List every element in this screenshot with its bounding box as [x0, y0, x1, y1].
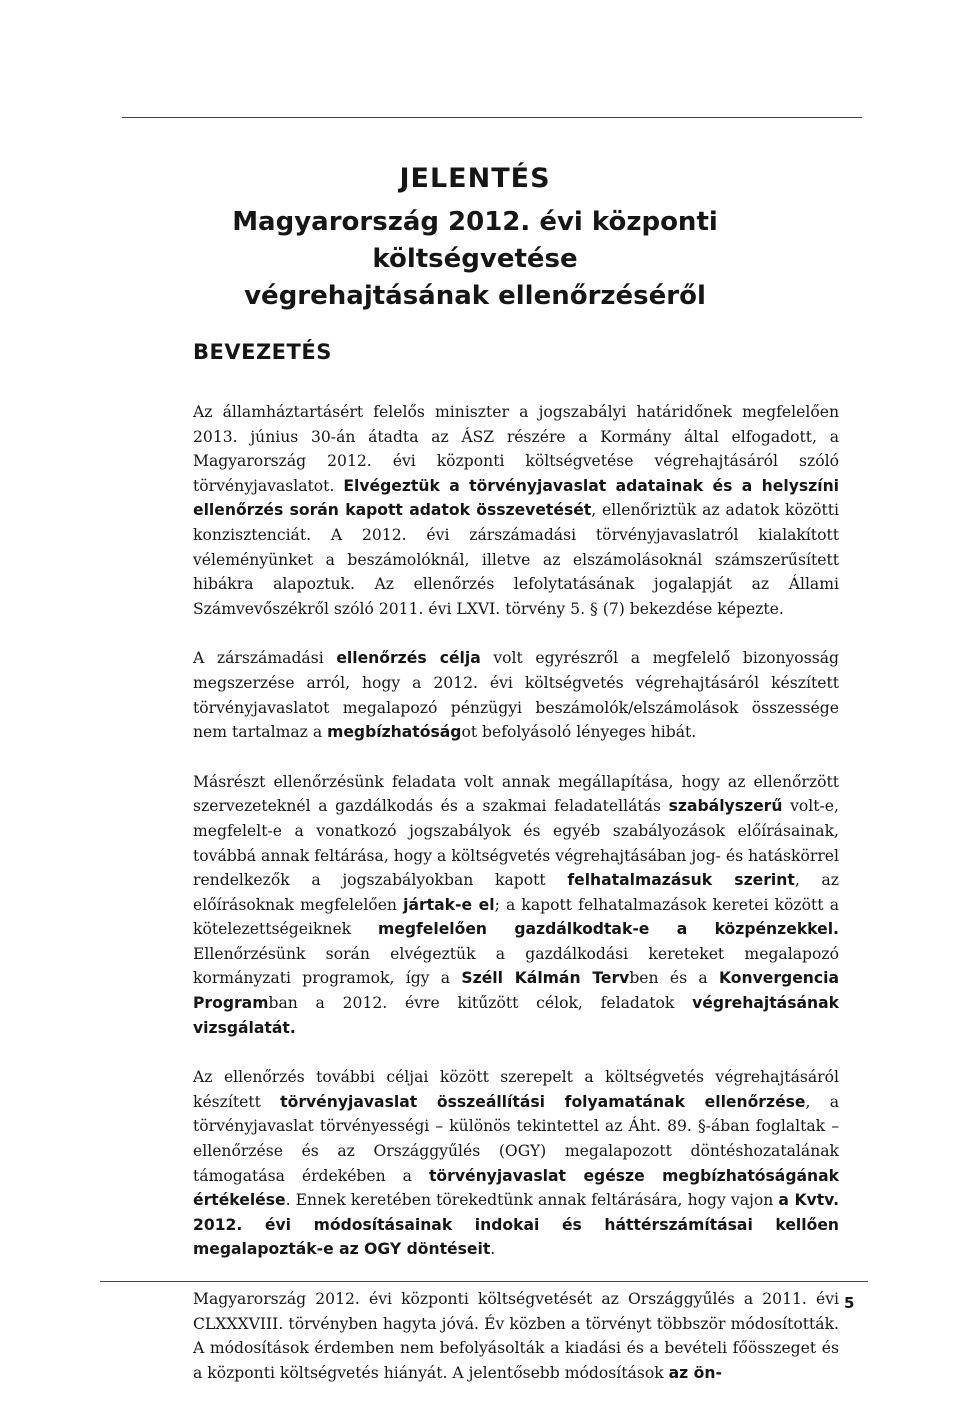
body-text-run: A zárszámadási	[193, 649, 337, 668]
paragraph-2	[193, 646, 839, 744]
emphasis-text: a Kvtv. 2012. évi módosításainak indokai és háttérszámításai kellően megalapozták-e az OGY döntéseit	[193, 1191, 839, 1259]
emphasis-text: szabályszerű	[668, 797, 783, 816]
emphasis-text: törvényjavaslat összeállítási folyamatának ellenőrzése	[280, 1092, 806, 1111]
body-text-run: , a törvényjavaslat törvényességi – különös tekintettel az Áht. 89. §-ában foglaltak – ellenőrzése és az Országgyűlés (OGY) megalapozott döntéshozatalának támogatása érdekében a	[193, 1092, 840, 1185]
emphasis-text: Széll Kálmán Terv	[461, 969, 630, 988]
body-text-run: , az előírásoknak megfelelően	[193, 871, 839, 914]
emphasis-text: felhatalmazásuk szerint	[567, 871, 795, 890]
bottom-rule	[100, 1281, 868, 1282]
body-text-run: ben és a	[629, 969, 719, 988]
emphasis-text: Elvégeztük a törvényjavaslat adatainak és a helyszíni ellenőrzés során kapott adatok összevetését	[193, 476, 840, 520]
body-text-run: Az államháztartásért felelős miniszter a jogszabályi határidőnek megfelelően 2013. június 30-án átadta az ÁSZ részére a Kormány által elfogadott, a Magyarország 2012. évi központi költségvetése végrehajtásáról szóló törvényjavaslatot.	[193, 403, 839, 495]
main-title-line-2: végrehajtásának ellenőrzéséről	[244, 281, 706, 311]
body-text-run: Ellenőrzésünk során elvégeztük a gazdálkodási kereteket megalapozó kormányzati programok, így a	[193, 944, 839, 988]
page-number: 5	[844, 1294, 855, 1312]
paragraph-4	[193, 1065, 839, 1262]
body-text-run: , ellenőriztük az adatok közötti konzisztenciát. A 2012. évi zárszámadási törvényjavaslatról kialakított véleményünket a beszámolóknál, illetve az elszámolásoknál számszerűsített hibákra alapoztuk. Az ellenőrzés lefolytatásának jogalapját az Állami Számvevőszékről szóló 2011. évi LXVI. törvény 5. § (7) bekezdése képezte.	[193, 501, 839, 618]
body-text-run: volt-e, megfelelt-e a vonatkozó jogszabályok és egyéb szabályozások előírásainak, továbbá annak feltárása, hogy a költségvetés végrehajtásában jog- és hatáskörrel rendelkezők a jogszabályokban kapott	[193, 797, 839, 890]
body-text-run: Az ellenőrzés további céljai között szerepelt a költségvetés végrehajtásáról készített	[193, 1068, 839, 1111]
body-text-run: .	[490, 1240, 496, 1259]
paragraph-5	[193, 1287, 839, 1385]
body-text-run: ot befolyásoló lényeges hibát.	[461, 723, 697, 742]
main-title-line-1: Magyarország 2012. évi központi költségvetése	[232, 207, 718, 274]
emphasis-text: megbízhatóság	[327, 723, 462, 742]
paragraph-1	[193, 400, 839, 621]
body-text-run: Magyarország 2012. évi központi költségvetését az Országgyűlés a 2011. évi CLXXXVIII. törvényben hagyta jóvá. Év közben a törvényt többször módosították. A módosítások érdemben nem befolyásolták a kiadási és a bevételi főösszeget és a központi költségvetés hiányát. A jelentősebb módosítások	[193, 1290, 839, 1382]
emphasis-text: ellenőrzés célja	[336, 649, 481, 668]
body-text-run: Másrészt ellenőrzésünk feladata volt annak megállapítása, hogy az ellenőrzött szervezeteknél a gazdálkodás és a szakmai feladatellátás	[193, 772, 839, 816]
top-rule	[122, 117, 862, 118]
main-title	[150, 204, 800, 315]
emphasis-text: megfelelően gazdálkodtak-e a közpénzekkel.	[378, 920, 839, 939]
body-text-run: . Ennek keretében törekedtünk annak feltárására, hogy vajon	[285, 1191, 779, 1210]
body-text-run: ; a kapott felhatalmazások keretei között a kötelezettségeiknek	[193, 895, 839, 939]
emphasis-text: törvényjavaslat egésze megbízhatóságának értékelése	[193, 1166, 840, 1210]
section-heading: BEVEZETÉS	[193, 340, 332, 364]
emphasis-text: jártak-e el	[403, 895, 495, 914]
emphasis-text: Konvergencia Program	[193, 969, 839, 1013]
body-text	[193, 400, 839, 1410]
report-title: JELENTÉS	[399, 163, 551, 194]
paragraph-3	[193, 770, 839, 1041]
emphasis-text: az ön-	[668, 1363, 722, 1382]
body-text-run: volt egyrészről a megfelelő bizonyosság megszerzése arról, hogy a 2012. évi költségvetés végrehajtásáról készített törvényjavaslatot megalapozó pénzügyi beszámolók/elszámolások összessége nem tartalmaz a	[193, 649, 839, 742]
emphasis-text: végrehajtásának vizsgálatát.	[193, 994, 839, 1037]
body-text-run: ban a 2012. évre kitűzött célok, feladatok	[268, 994, 693, 1013]
